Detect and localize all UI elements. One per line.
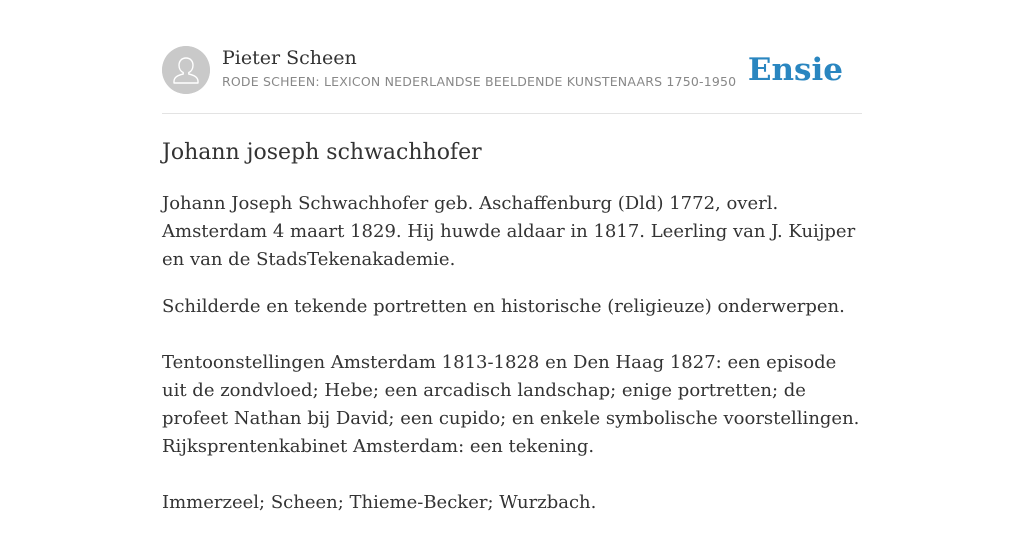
header-divider xyxy=(162,113,862,114)
article-body xyxy=(162,190,862,536)
ensie-logo[interactable]: Ensie xyxy=(747,52,843,88)
author-name[interactable]: Pieter Scheen xyxy=(222,47,357,69)
user-icon xyxy=(162,46,210,94)
article-paragraph: Johann Joseph Schwachhofer geb. Aschaffenburg (Dld) 1772, overl. Amsterdam 4 maart 1829. Hij huwde aldaar in 1817. Leerling van J. Kuijper en van de StadsTekenakademie. xyxy=(162,193,856,270)
author-avatar[interactable] xyxy=(162,46,210,94)
article-paragraph: Schilderde en tekende portretten en historische (religieuze) onderwerpen. Tentoonstellingen Amsterdam 1813-1828 en Den Haag 1827: een episode uit de zondvloed; Hebe; een arcadisch landschap; enige portretten; de profeet Nathan bij David; een cupido; en enkele symbolische voorstellingen. Rijksprentenkabinet Amsterdam: een tekening. Immerzeel; Scheen; Thieme-Becker; Wurzbach. xyxy=(162,296,860,513)
article-title: Johann joseph schwachhofer xyxy=(162,140,482,165)
author-header xyxy=(162,46,862,96)
author-source[interactable]: RODE SCHEEN: LEXICON NEDERLANDSE BEELDENDE KUNSTENAARS 1750-1950 xyxy=(222,74,737,89)
